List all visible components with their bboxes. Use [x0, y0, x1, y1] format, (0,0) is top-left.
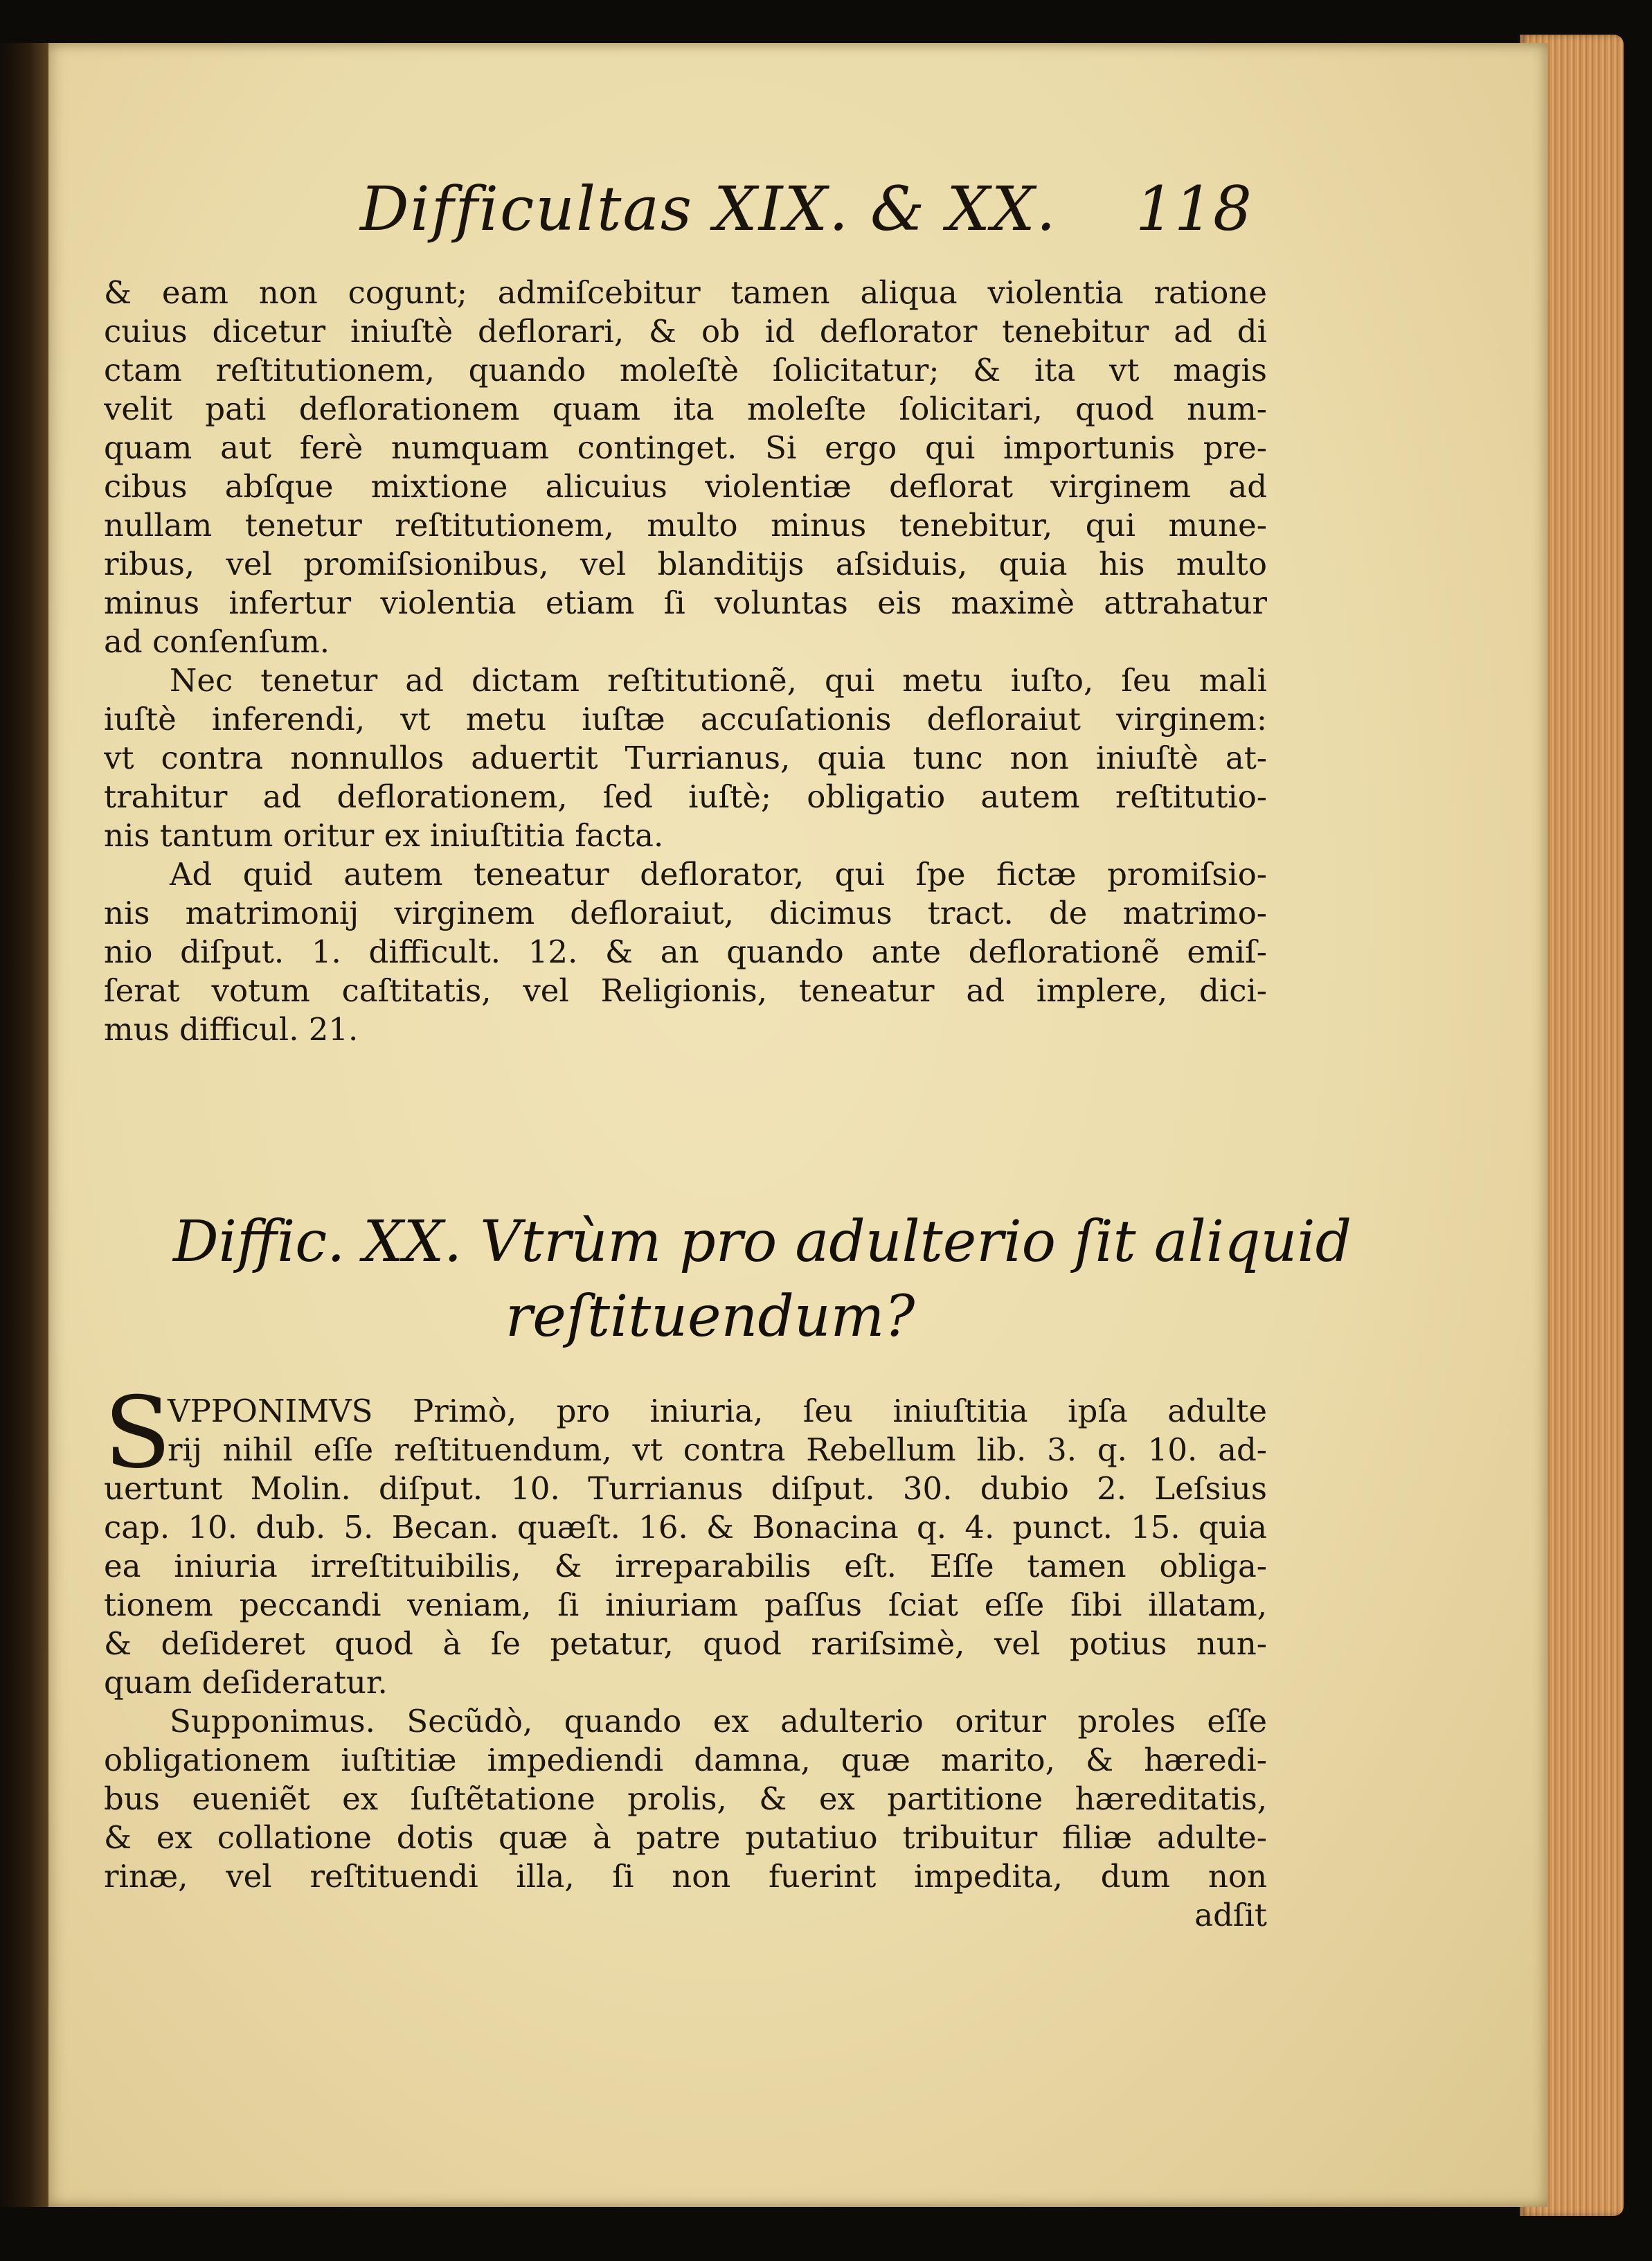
- page-header: [298, 173, 1267, 256]
- text-line: cap. 10. dub. 5. Becan. quæſt. 16. & Bonacina q. 4. punct. 15. quia: [104, 1509, 1267, 1546]
- text-line: mus difficul. 21.: [104, 1011, 359, 1048]
- text-line: Supponimus. Secũdò, quando ex adulterio oritur proles eſſe: [170, 1703, 1267, 1740]
- text-line: tionem peccandi veniam, ſi iniuriam paſſus ſciat eſſe ſibi illatam,: [104, 1587, 1267, 1623]
- page-number: 118: [1135, 173, 1252, 244]
- text-line: uertunt Molin. diſput. 10. Turrianus diſput. 30. dubio 2. Leſsius: [104, 1470, 1267, 1507]
- text-line: quam aut ferè numquam continget. Si ergo qui importunis pre-: [104, 429, 1267, 466]
- paragraph-block-2: [104, 1376, 1267, 1935]
- text-line: ribus, vel promiſsionibus, vel blanditijs aſsiduis, quia his multo: [104, 546, 1267, 582]
- text-line: nis tantum oritur ex iniuſtitia facta.: [104, 817, 664, 854]
- text-line: VPPONIMVS Primò, pro iniuria, ſeu iniuſtitia ipſa adulte: [168, 1393, 1267, 1429]
- running-head: Difficultas XIX. & XX.: [360, 173, 1057, 244]
- text-line: & ex collatione dotis quæ à patre putatiuo tribuitur filiæ adulte-: [104, 1819, 1267, 1856]
- catchword: adſit: [1194, 1897, 1267, 1933]
- text-line: Ad quid autem teneatur deflorator, qui ſpe fictæ promiſsio-: [170, 856, 1267, 893]
- text-line: cibus abſque mixtione alicuius violentiæ deflorat virginem ad: [104, 468, 1267, 505]
- text-line: bus eueniẽt ex ſuſtẽtatione prolis, & ex partitione hæreditatis,: [104, 1780, 1267, 1817]
- section-heading: [173, 1205, 1352, 1355]
- text-line: rinæ, vel reſtituendi illa, ſi non fuerint impedita, dum non: [104, 1858, 1267, 1895]
- text-line: ea iniuria irreſtituibilis, & irreparabilis eſt. Eſſe tamen obliga-: [104, 1548, 1267, 1584]
- paragraph-block-1: [104, 274, 1267, 1049]
- text-line: minus infertur violentia etiam ſi voluntas eis maximè attrahatur: [104, 584, 1267, 621]
- text-line: ctam reſtitutionem, quando moleſtè ſolicitatur; & ita vt magis: [104, 352, 1267, 388]
- text-line: velit pati deflorationem quam ita moleſte ſolicitari, quod num-: [104, 391, 1267, 427]
- text-line: & eam non cogunt; admiſcebitur tamen aliqua violentia ratione: [104, 274, 1267, 311]
- text-line: iuſtè inferendi, vt metu iuſtæ accuſationis defloraiut virginem:: [104, 701, 1267, 738]
- text-line: nio diſput. 1. difficult. 12. & an quando ante deflorationẽ emiſ-: [104, 933, 1267, 970]
- text-line: Nec tenetur ad dictam reſtitutionẽ, qui metu iuſto, ſeu mali: [170, 662, 1267, 699]
- text-line: nullam tenetur reſtitutionem, multo minus tenebitur, qui mune-: [104, 507, 1267, 544]
- drop-cap: S: [104, 1376, 172, 1490]
- text-line: nis matrimonij virginem defloraiut, dicimus tract. de matrimo-: [104, 895, 1267, 931]
- text-line: & deſideret quod à ſe petatur, quod rariſsimè, vel potius nun-: [104, 1625, 1267, 1662]
- section-heading-line: reſtituendum?: [505, 1284, 915, 1350]
- section-heading-line: Diffic. XX. Vtrùm pro adulterio ſit aliquid: [173, 1209, 1352, 1275]
- text-line: obligationem iuſtitiæ impediendi damna, quæ marito, & hæredi-: [104, 1742, 1267, 1778]
- text-line: rij nihil eſſe reſtituendum, vt contra Rebellum lib. 3. q. 10. ad-: [168, 1431, 1267, 1468]
- text-line: ad conſenſum.: [104, 623, 330, 660]
- text-line: trahitur ad deflorationem, ſed iuſtè; obligatio autem reſtitutio-: [104, 778, 1267, 815]
- text-line: cuius dicetur iniuſtè deflorari, & ob id deflorator tenebitur ad di: [104, 313, 1267, 350]
- text-line: ſerat votum caſtitatis, vel Religionis, teneatur ad implere, dici-: [104, 972, 1267, 1009]
- binding-edge: [0, 43, 48, 2207]
- text-line: vt contra nonnullos aduertit Turrianus, quia tunc non iniuſtè at-: [104, 740, 1267, 776]
- text-line: quam deſideratur.: [104, 1664, 388, 1701]
